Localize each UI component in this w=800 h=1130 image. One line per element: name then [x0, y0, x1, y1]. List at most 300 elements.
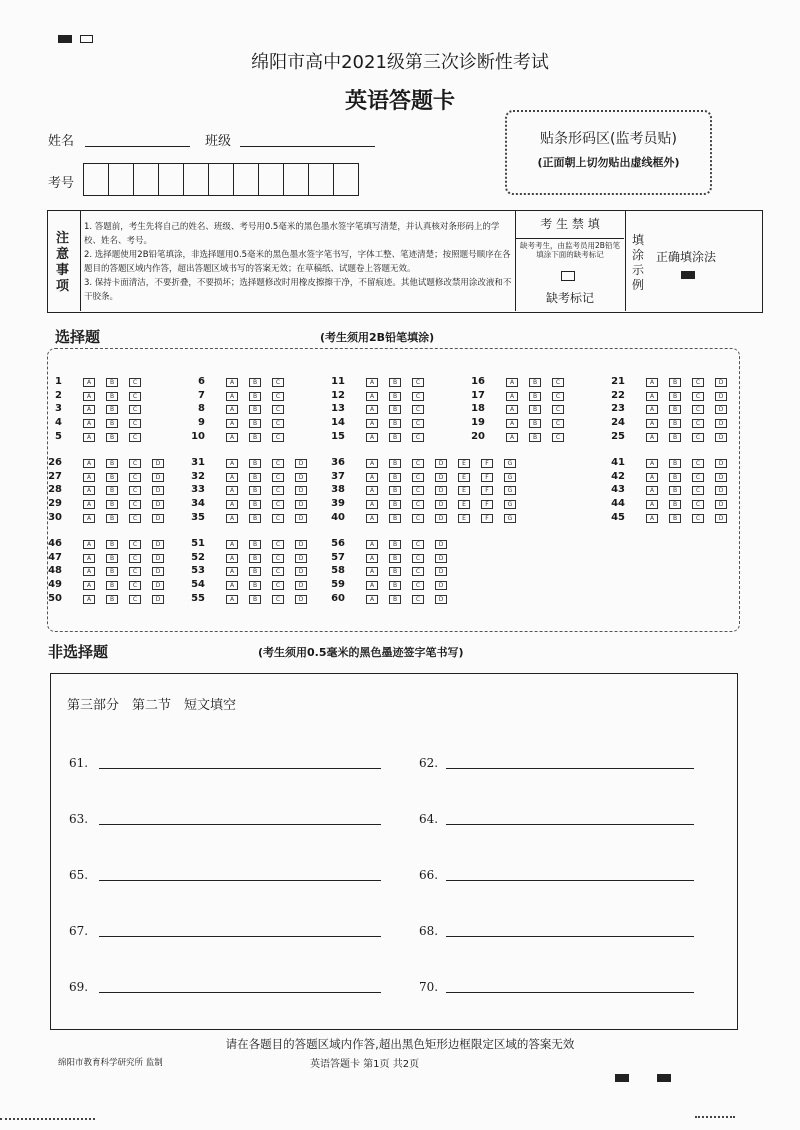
option-bubble-44-D[interactable]: D	[715, 500, 727, 509]
option-bubble-36-D[interactable]: D	[435, 459, 447, 468]
absent-label: 缺考标记	[545, 291, 594, 305]
option-bubble-17-C[interactable]: C	[552, 392, 564, 401]
option-bubble-28-D[interactable]: D	[152, 486, 164, 495]
option-bubble-34-A[interactable]: A	[226, 500, 238, 509]
option-bubble-1-A[interactable]: A	[83, 378, 95, 387]
option-bubble-45-D[interactable]: D	[715, 514, 727, 523]
option-bubble-19-C[interactable]: C	[552, 419, 564, 428]
question-number: 28	[48, 484, 62, 496]
option-bubble-36-E[interactable]: E	[458, 459, 470, 468]
option-bubble-59-A[interactable]: A	[366, 581, 378, 590]
option-bubble-46-D[interactable]: D	[152, 540, 164, 549]
option-bubble-24-A[interactable]: A	[646, 419, 658, 428]
option-bubble-2-C[interactable]: C	[129, 392, 141, 401]
option-bubble-21-C[interactable]: C	[692, 378, 704, 387]
option-bubble-48-A[interactable]: A	[83, 567, 95, 576]
option-bubble-37-F[interactable]: F	[481, 473, 493, 482]
option-bubble-1-B[interactable]: B	[106, 378, 118, 387]
blank-number: 63.	[69, 812, 89, 826]
exam-id-digit-box[interactable]	[108, 163, 134, 196]
exam-id-digit-box[interactable]	[183, 163, 209, 196]
option-bubble-6-B[interactable]: B	[249, 378, 261, 387]
option-bubble-44-B[interactable]: B	[669, 500, 681, 509]
option-bubble-37-G[interactable]: G	[504, 473, 516, 482]
option-bubble-37-C[interactable]: C	[412, 473, 424, 482]
option-bubble-16-C[interactable]: C	[552, 378, 564, 387]
option-bubble-16-A[interactable]: A	[506, 378, 518, 387]
question-number: 3	[55, 403, 62, 415]
option-bubble-53-B[interactable]: B	[249, 567, 261, 576]
option-bubble-8-C[interactable]: C	[272, 405, 284, 414]
name-field[interactable]	[85, 146, 190, 147]
option-bubble-5-C[interactable]: C	[129, 433, 141, 442]
option-bubble-4-C[interactable]: C	[129, 419, 141, 428]
option-bubble-25-A[interactable]: A	[646, 433, 658, 442]
option-bubble-9-C[interactable]: C	[272, 419, 284, 428]
option-bubble-35-B[interactable]: B	[249, 514, 261, 523]
option-bubble-7-B[interactable]: B	[249, 392, 261, 401]
question-number: 14	[331, 417, 345, 429]
option-bubble-58-A[interactable]: A	[366, 567, 378, 576]
option-bubble-9-A[interactable]: A	[226, 419, 238, 428]
option-bubble-38-E[interactable]: E	[458, 486, 470, 495]
answer-line-62[interactable]	[446, 768, 694, 769]
blank-number: 70.	[419, 980, 439, 994]
publisher: 绵阳市教育科学研究所 监制	[58, 1058, 163, 1068]
option-bubble-57-A[interactable]: A	[366, 554, 378, 563]
option-bubble-27-B[interactable]: B	[106, 473, 118, 482]
option-bubble-60-D[interactable]: D	[435, 595, 447, 604]
option-bubble-33-C[interactable]: C	[272, 486, 284, 495]
option-bubble-5-B[interactable]: B	[106, 433, 118, 442]
option-bubble-44-C[interactable]: C	[692, 500, 704, 509]
option-bubble-40-F[interactable]: F	[481, 514, 493, 523]
blank-number: 64.	[419, 812, 439, 826]
option-bubble-36-G[interactable]: G	[504, 459, 516, 468]
question-number: 16	[471, 376, 485, 387]
answer-line-64[interactable]	[446, 824, 694, 825]
option-bubble-55-C[interactable]: C	[272, 595, 284, 604]
question-number: 21	[611, 376, 625, 387]
option-bubble-21-D[interactable]: D	[715, 378, 727, 387]
absent-mark-box[interactable]	[561, 271, 575, 281]
option-bubble-18-B[interactable]: B	[529, 405, 541, 414]
class-field[interactable]	[240, 146, 375, 147]
question-number: 50	[48, 592, 62, 604]
answer-line-67[interactable]	[99, 936, 381, 937]
option-bubble-11-C[interactable]: C	[412, 378, 424, 387]
blank-number: 65.	[69, 868, 89, 882]
question-number: 39	[331, 498, 345, 510]
question-number: 42	[611, 470, 625, 482]
exam-id-digit-box[interactable]	[308, 163, 334, 196]
option-bubble-20-C[interactable]: C	[552, 433, 564, 442]
option-bubble-34-D[interactable]: D	[295, 500, 307, 509]
option-bubble-36-A[interactable]: A	[366, 459, 378, 468]
option-bubble-30-D[interactable]: D	[152, 514, 164, 523]
exam-id-digit-box[interactable]	[83, 163, 109, 196]
option-bubble-48-C[interactable]: C	[129, 567, 141, 576]
option-bubble-44-A[interactable]: A	[646, 500, 658, 509]
option-bubble-30-C[interactable]: C	[129, 514, 141, 523]
option-bubble-46-B[interactable]: B	[106, 540, 118, 549]
option-bubble-15-B[interactable]: B	[389, 433, 401, 442]
question-number: 5	[55, 430, 62, 442]
option-bubble-40-C[interactable]: C	[412, 514, 424, 523]
option-bubble-53-A[interactable]: A	[226, 567, 238, 576]
option-bubble-52-A[interactable]: A	[226, 554, 238, 563]
option-bubble-4-A[interactable]: A	[83, 419, 95, 428]
option-bubble-25-C[interactable]: C	[692, 433, 704, 442]
option-bubble-15-C[interactable]: C	[412, 433, 424, 442]
option-bubble-57-B[interactable]: B	[389, 554, 401, 563]
option-bubble-32-B[interactable]: B	[249, 473, 261, 482]
option-bubble-24-B[interactable]: B	[669, 419, 681, 428]
option-bubble-45-C[interactable]: C	[692, 514, 704, 523]
answer-line-68[interactable]	[446, 936, 694, 937]
option-bubble-39-B[interactable]: B	[389, 500, 401, 509]
option-bubble-56-A[interactable]: A	[366, 540, 378, 549]
option-bubble-37-D[interactable]: D	[435, 473, 447, 482]
option-bubble-58-C[interactable]: C	[412, 567, 424, 576]
question-number: 34	[191, 498, 205, 510]
option-bubble-50-B[interactable]: B	[106, 595, 118, 604]
option-bubble-43-D[interactable]: D	[715, 486, 727, 495]
option-bubble-46-A[interactable]: A	[83, 540, 95, 549]
option-bubble-8-B[interactable]: B	[249, 405, 261, 414]
answer-line-66[interactable]	[446, 880, 694, 881]
option-bubble-29-B[interactable]: B	[106, 500, 118, 509]
option-bubble-60-C[interactable]: C	[412, 595, 424, 604]
option-bubble-7-C[interactable]: C	[272, 392, 284, 401]
option-bubble-41-D[interactable]: D	[715, 459, 727, 468]
option-bubble-59-C[interactable]: C	[412, 581, 424, 590]
option-bubble-8-A[interactable]: A	[226, 405, 238, 414]
option-bubble-51-B[interactable]: B	[249, 540, 261, 549]
option-bubble-32-A[interactable]: A	[226, 473, 238, 482]
option-bubble-21-B[interactable]: B	[669, 378, 681, 387]
option-bubble-20-B[interactable]: B	[529, 433, 541, 442]
option-bubble-56-C[interactable]: C	[412, 540, 424, 549]
option-bubble-27-D[interactable]: D	[152, 473, 164, 482]
option-bubble-23-D[interactable]: D	[715, 405, 727, 414]
option-bubble-47-C[interactable]: C	[129, 554, 141, 563]
option-bubble-2-A[interactable]: A	[83, 392, 95, 401]
blank-number: 61.	[69, 756, 89, 770]
option-bubble-32-D[interactable]: D	[295, 473, 307, 482]
option-bubble-13-A[interactable]: A	[366, 405, 378, 414]
option-bubble-32-C[interactable]: C	[272, 473, 284, 482]
exam-id-digit-box[interactable]	[133, 163, 159, 196]
option-bubble-56-B[interactable]: B	[389, 540, 401, 549]
option-bubble-18-C[interactable]: C	[552, 405, 564, 414]
option-bubble-45-B[interactable]: B	[669, 514, 681, 523]
option-bubble-39-G[interactable]: G	[504, 500, 516, 509]
option-bubble-50-D[interactable]: D	[152, 595, 164, 604]
option-bubble-49-D[interactable]: D	[152, 581, 164, 590]
option-bubble-47-B[interactable]: B	[106, 554, 118, 563]
option-bubble-28-C[interactable]: C	[129, 486, 141, 495]
option-bubble-40-D[interactable]: D	[435, 514, 447, 523]
option-bubble-50-C[interactable]: C	[129, 595, 141, 604]
option-bubble-27-A[interactable]: A	[83, 473, 95, 482]
option-bubble-43-A[interactable]: A	[646, 486, 658, 495]
option-bubble-3-A[interactable]: A	[83, 405, 95, 414]
option-bubble-59-B[interactable]: B	[389, 581, 401, 590]
option-bubble-7-A[interactable]: A	[226, 392, 238, 401]
option-bubble-42-C[interactable]: C	[692, 473, 704, 482]
question-number: 27	[48, 470, 62, 482]
option-bubble-58-D[interactable]: D	[435, 567, 447, 576]
option-bubble-57-D[interactable]: D	[435, 554, 447, 563]
option-bubble-26-D[interactable]: D	[152, 459, 164, 468]
option-bubble-17-A[interactable]: A	[506, 392, 518, 401]
option-bubble-19-B[interactable]: B	[529, 419, 541, 428]
option-bubble-51-C[interactable]: C	[272, 540, 284, 549]
option-bubble-28-B[interactable]: B	[106, 486, 118, 495]
option-bubble-49-A[interactable]: A	[83, 581, 95, 590]
option-bubble-37-B[interactable]: B	[389, 473, 401, 482]
option-bubble-17-B[interactable]: B	[529, 392, 541, 401]
option-bubble-31-D[interactable]: D	[295, 459, 307, 468]
registration-mark	[615, 1074, 629, 1082]
option-bubble-43-B[interactable]: B	[669, 486, 681, 495]
option-bubble-50-A[interactable]: A	[83, 595, 95, 604]
exam-id-digit-box[interactable]	[233, 163, 259, 196]
exam-id-digit-box[interactable]	[333, 163, 359, 196]
option-bubble-12-B[interactable]: B	[389, 392, 401, 401]
option-bubble-46-C[interactable]: C	[129, 540, 141, 549]
question-number: 32	[191, 470, 205, 482]
option-bubble-35-C[interactable]: C	[272, 514, 284, 523]
option-bubble-22-A[interactable]: A	[646, 392, 658, 401]
fill-example-heading: 填涂示例	[632, 233, 645, 292]
answer-line-63[interactable]	[99, 824, 381, 825]
question-number: 46	[48, 538, 62, 549]
option-bubble-52-D[interactable]: D	[295, 554, 307, 563]
option-bubble-42-A[interactable]: A	[646, 473, 658, 482]
option-bubble-40-G[interactable]: G	[504, 514, 516, 523]
option-bubble-38-D[interactable]: D	[435, 486, 447, 495]
option-bubble-22-D[interactable]: D	[715, 392, 727, 401]
answer-line-65[interactable]	[99, 880, 381, 881]
option-bubble-37-A[interactable]: A	[366, 473, 378, 482]
question-number: 41	[611, 457, 625, 468]
option-bubble-4-B[interactable]: B	[106, 419, 118, 428]
option-bubble-36-F[interactable]: F	[481, 459, 493, 468]
question-number: 12	[331, 389, 345, 401]
option-bubble-48-B[interactable]: B	[106, 567, 118, 576]
option-bubble-14-C[interactable]: C	[412, 419, 424, 428]
option-bubble-19-A[interactable]: A	[506, 419, 518, 428]
option-bubble-54-D[interactable]: D	[295, 581, 307, 590]
option-bubble-57-C[interactable]: C	[412, 554, 424, 563]
option-bubble-14-B[interactable]: B	[389, 419, 401, 428]
option-bubble-14-A[interactable]: A	[366, 419, 378, 428]
blank-number: 62.	[419, 756, 439, 770]
option-bubble-41-B[interactable]: B	[669, 459, 681, 468]
notes-table	[47, 210, 763, 313]
option-bubble-33-D[interactable]: D	[295, 486, 307, 495]
card-title: 英语答题卡	[344, 89, 455, 114]
option-bubble-1-C[interactable]: C	[129, 378, 141, 387]
footer-warning: 请在各题目的答题区域内作答,超出黑色矩形边框限定区域的答案无效	[225, 1037, 575, 1051]
option-bubble-12-C[interactable]: C	[412, 392, 424, 401]
option-bubble-22-B[interactable]: B	[669, 392, 681, 401]
option-bubble-47-D[interactable]: D	[152, 554, 164, 563]
option-bubble-41-C[interactable]: C	[692, 459, 704, 468]
option-bubble-21-A[interactable]: A	[646, 378, 658, 387]
option-bubble-23-C[interactable]: C	[692, 405, 704, 414]
option-bubble-58-B[interactable]: B	[389, 567, 401, 576]
option-bubble-36-B[interactable]: B	[389, 459, 401, 468]
option-bubble-15-A[interactable]: A	[366, 433, 378, 442]
option-bubble-29-D[interactable]: D	[152, 500, 164, 509]
option-bubble-12-A[interactable]: A	[366, 392, 378, 401]
option-bubble-35-D[interactable]: D	[295, 514, 307, 523]
option-bubble-40-E[interactable]: E	[458, 514, 470, 523]
option-bubble-11-A[interactable]: A	[366, 378, 378, 387]
exam-id-digit-box[interactable]	[158, 163, 184, 196]
option-bubble-11-B[interactable]: B	[389, 378, 401, 387]
blank-number: 67.	[69, 924, 89, 938]
option-bubble-39-E[interactable]: E	[458, 500, 470, 509]
option-bubble-3-B[interactable]: B	[106, 405, 118, 414]
note-item: 2. 选择题使用2B铅笔填涂，非选择题用0.5毫米的黑色墨水签字笔书写，字体工整、笔迹清楚；按照题号顺序在各题目的答题区域内作答，超出答题区域书写的答案无效；在草稿纸、试题卷上答题无效。	[84, 250, 511, 274]
option-bubble-39-A[interactable]: A	[366, 500, 378, 509]
option-bubble-49-B[interactable]: B	[106, 581, 118, 590]
option-bubble-31-B[interactable]: B	[249, 459, 261, 468]
option-bubble-60-A[interactable]: A	[366, 595, 378, 604]
option-bubble-26-A[interactable]: A	[83, 459, 95, 468]
question-number: 22	[611, 389, 625, 401]
option-bubble-2-B[interactable]: B	[106, 392, 118, 401]
option-bubble-13-C[interactable]: C	[412, 405, 424, 414]
option-bubble-59-D[interactable]: D	[435, 581, 447, 590]
option-bubble-42-B[interactable]: B	[669, 473, 681, 482]
question-number: 43	[611, 484, 625, 496]
option-bubble-43-C[interactable]: C	[692, 486, 704, 495]
option-bubble-29-C[interactable]: C	[129, 500, 141, 509]
option-bubble-18-A[interactable]: A	[506, 405, 518, 414]
option-bubble-51-A[interactable]: A	[226, 540, 238, 549]
option-bubble-39-F[interactable]: F	[481, 500, 493, 509]
option-bubble-49-C[interactable]: C	[129, 581, 141, 590]
option-bubble-53-D[interactable]: D	[295, 567, 307, 576]
option-bubble-29-A[interactable]: A	[83, 500, 95, 509]
question-number: 30	[48, 511, 62, 523]
option-bubble-39-D[interactable]: D	[435, 500, 447, 509]
option-bubble-47-A[interactable]: A	[83, 554, 95, 563]
option-bubble-20-A[interactable]: A	[506, 433, 518, 442]
answer-line-61[interactable]	[99, 768, 381, 769]
option-bubble-52-B[interactable]: B	[249, 554, 261, 563]
option-bubble-10-A[interactable]: A	[226, 433, 238, 442]
option-bubble-38-G[interactable]: G	[504, 486, 516, 495]
option-bubble-6-A[interactable]: A	[226, 378, 238, 387]
option-bubble-16-B[interactable]: B	[529, 378, 541, 387]
option-bubble-27-C[interactable]: C	[129, 473, 141, 482]
option-bubble-6-C[interactable]: C	[272, 378, 284, 387]
option-bubble-40-B[interactable]: B	[389, 514, 401, 523]
question-number: 40	[331, 511, 345, 523]
option-bubble-25-D[interactable]: D	[715, 433, 727, 442]
option-bubble-60-B[interactable]: B	[389, 595, 401, 604]
option-bubble-33-A[interactable]: A	[226, 486, 238, 495]
registration-mark	[657, 1074, 671, 1082]
option-bubble-34-C[interactable]: C	[272, 500, 284, 509]
option-bubble-24-D[interactable]: D	[715, 419, 727, 428]
exam-id-digit-box[interactable]	[283, 163, 309, 196]
option-bubble-36-C[interactable]: C	[412, 459, 424, 468]
option-bubble-13-B[interactable]: B	[389, 405, 401, 414]
barcode-title: 贴条形码区(监考员贴)	[540, 131, 677, 147]
option-bubble-39-C[interactable]: C	[412, 500, 424, 509]
option-bubble-34-B[interactable]: B	[249, 500, 261, 509]
answer-line-70[interactable]	[446, 992, 694, 993]
option-bubble-5-A[interactable]: A	[83, 433, 95, 442]
answer-line-69[interactable]	[99, 992, 381, 993]
option-bubble-26-B[interactable]: B	[106, 459, 118, 468]
option-bubble-35-A[interactable]: A	[226, 514, 238, 523]
option-bubble-51-D[interactable]: D	[295, 540, 307, 549]
option-bubble-54-C[interactable]: C	[272, 581, 284, 590]
option-bubble-24-C[interactable]: C	[692, 419, 704, 428]
barcode-area	[505, 110, 712, 195]
option-bubble-23-B[interactable]: B	[669, 405, 681, 414]
option-bubble-26-C[interactable]: C	[129, 459, 141, 468]
option-bubble-30-B[interactable]: B	[106, 514, 118, 523]
question-number: 23	[611, 403, 625, 415]
option-bubble-10-C[interactable]: C	[272, 433, 284, 442]
option-bubble-30-A[interactable]: A	[83, 514, 95, 523]
option-bubble-37-E[interactable]: E	[458, 473, 470, 482]
option-bubble-48-D[interactable]: D	[152, 567, 164, 576]
option-bubble-54-A[interactable]: A	[226, 581, 238, 590]
option-bubble-55-B[interactable]: B	[249, 595, 261, 604]
option-bubble-56-D[interactable]: D	[435, 540, 447, 549]
question-number: 55	[191, 592, 205, 604]
option-bubble-38-C[interactable]: C	[412, 486, 424, 495]
option-bubble-31-C[interactable]: C	[272, 459, 284, 468]
option-bubble-3-C[interactable]: C	[129, 405, 141, 414]
option-bubble-40-A[interactable]: A	[366, 514, 378, 523]
option-bubble-54-B[interactable]: B	[249, 581, 261, 590]
exam-id-digit-box[interactable]	[208, 163, 234, 196]
option-bubble-33-B[interactable]: B	[249, 486, 261, 495]
exam-id-digit-box[interactable]	[258, 163, 284, 196]
option-bubble-42-D[interactable]: D	[715, 473, 727, 482]
option-bubble-10-B[interactable]: B	[249, 433, 261, 442]
option-bubble-38-A[interactable]: A	[366, 486, 378, 495]
option-bubble-41-A[interactable]: A	[646, 459, 658, 468]
exam-id-boxes[interactable]	[83, 163, 359, 196]
option-bubble-38-B[interactable]: B	[389, 486, 401, 495]
question-number: 47	[48, 551, 62, 563]
option-bubble-45-A[interactable]: A	[646, 514, 658, 523]
option-bubble-55-D[interactable]: D	[295, 595, 307, 604]
option-bubble-28-A[interactable]: A	[83, 486, 95, 495]
option-bubble-55-A[interactable]: A	[226, 595, 238, 604]
option-bubble-23-A[interactable]: A	[646, 405, 658, 414]
option-bubble-9-B[interactable]: B	[249, 419, 261, 428]
option-bubble-31-A[interactable]: A	[226, 459, 238, 468]
option-bubble-25-B[interactable]: B	[669, 433, 681, 442]
option-bubble-52-C[interactable]: C	[272, 554, 284, 563]
option-bubble-22-C[interactable]: C	[692, 392, 704, 401]
option-bubble-38-F[interactable]: F	[481, 486, 493, 495]
option-bubble-53-C[interactable]: C	[272, 567, 284, 576]
